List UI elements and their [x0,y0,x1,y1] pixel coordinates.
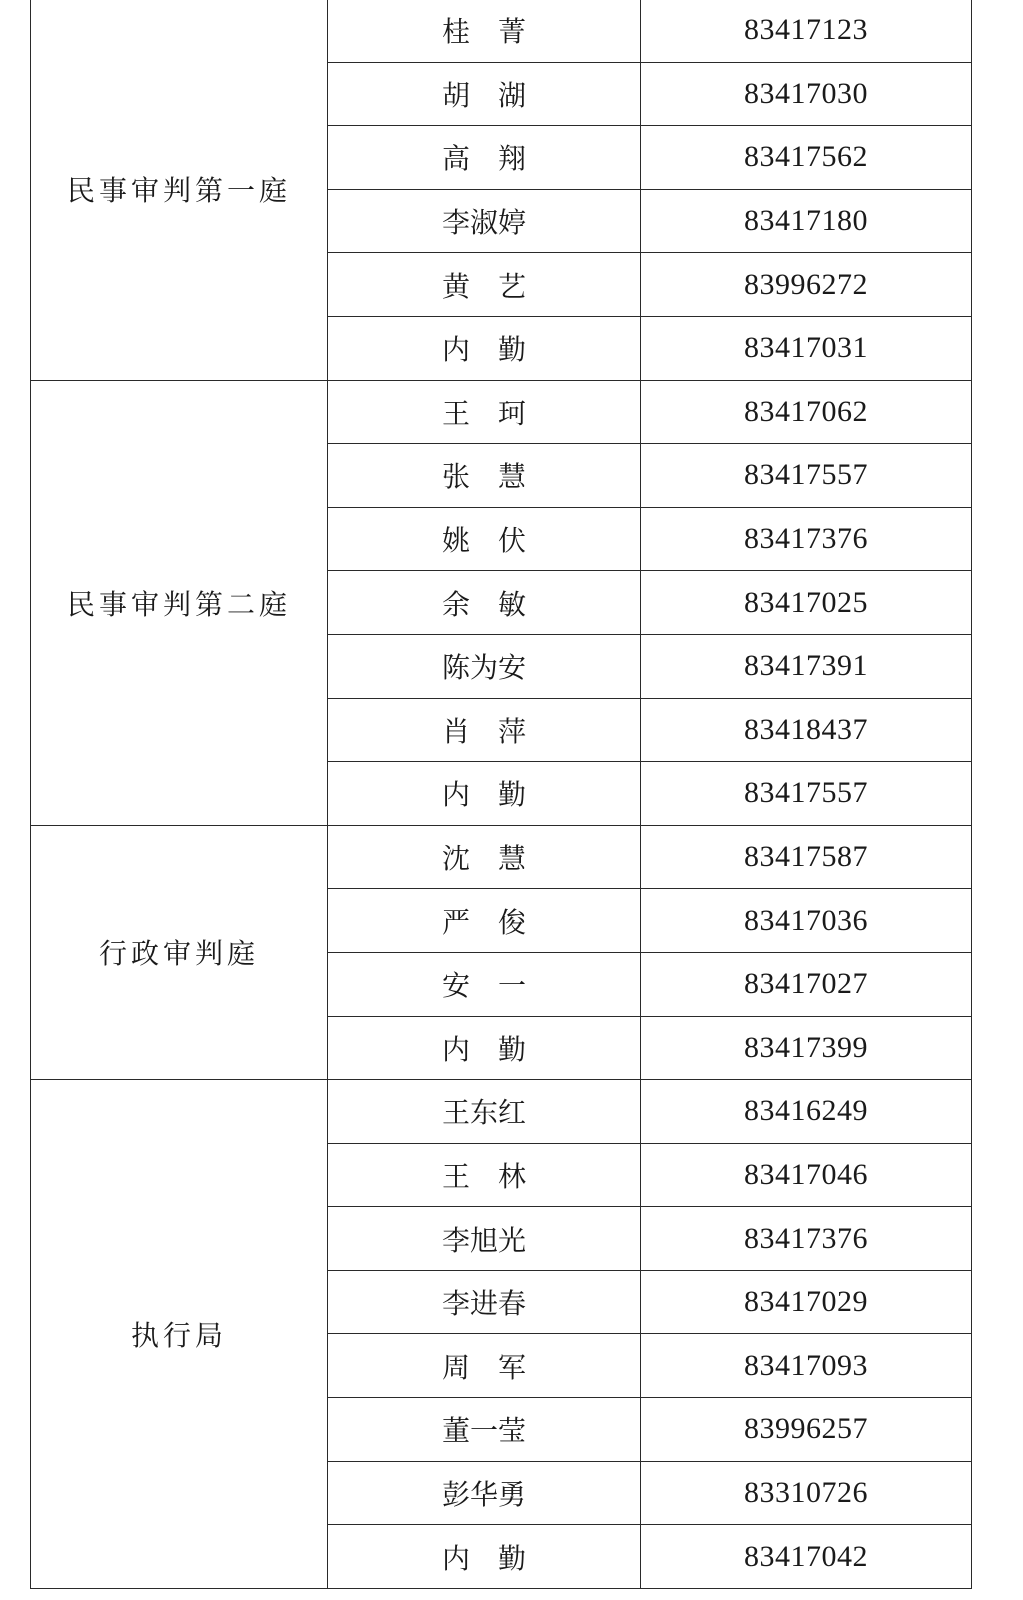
person-name-cell [328,0,641,62]
person-name: 安 一 [441,969,526,1003]
person-name-cell [328,1461,641,1525]
person-name-cell [328,1398,641,1462]
person-name: 沈 慧 [441,842,526,876]
person-name-cell [328,1334,641,1398]
person-name-cell [328,1525,641,1589]
directory-body [31,0,972,1588]
person-name: 内 勤 [441,1032,526,1066]
person-name-cell [328,126,641,190]
phone-number: 83310726 [641,1461,972,1525]
person-name: 内 勤 [441,1541,526,1575]
person-name: 胡 湖 [441,78,526,112]
phone-number: 83996257 [641,1398,972,1462]
person-name-cell [328,825,641,889]
person-name-cell [328,189,641,253]
phone-number: 83417027 [641,952,972,1016]
person-name-cell [328,634,641,698]
person-name-cell [328,1207,641,1271]
person-name: 董一莹 [441,1414,526,1448]
person-name: 王 林 [441,1159,526,1193]
person-name: 李进春 [441,1287,526,1321]
person-name: 李淑婷 [441,206,526,240]
table-row [31,1080,972,1144]
phone-number: 83417376 [641,507,972,571]
phone-number: 83417046 [641,1143,972,1207]
phone-number: 83417587 [641,825,972,889]
table-row [31,0,972,62]
phone-number: 83417025 [641,571,972,635]
phone-number: 83417093 [641,1334,972,1398]
person-name: 张 慧 [441,460,526,494]
person-name-cell [328,1016,641,1080]
person-name: 内 勤 [441,778,526,812]
person-name-cell [328,889,641,953]
person-name: 姚 伏 [441,524,526,558]
phone-number: 83418437 [641,698,972,762]
person-name-cell [328,444,641,508]
phone-number: 83417036 [641,889,972,953]
person-name-cell [328,1143,641,1207]
person-name: 高 翔 [441,142,526,176]
person-name: 王东红 [441,1096,526,1130]
person-name: 严 俊 [441,905,526,939]
phone-number: 83417029 [641,1270,972,1334]
person-name: 周 军 [441,1350,526,1384]
department-name: 民事审判第一庭 [31,0,328,380]
table-row [31,825,972,889]
person-name: 王 珂 [441,396,526,430]
phone-number: 83417123 [641,0,972,62]
phone-number: 83417391 [641,634,972,698]
phone-number: 83417030 [641,62,972,126]
person-name-cell [328,380,641,444]
phone-number: 83417376 [641,1207,972,1271]
phone-number: 83417399 [641,1016,972,1080]
phone-number: 83996272 [641,253,972,317]
phone-number: 83416249 [641,1080,972,1144]
person-name-cell [328,316,641,380]
phone-number: 83417562 [641,126,972,190]
person-name: 陈为安 [441,651,526,685]
person-name-cell [328,762,641,826]
person-name-cell [328,698,641,762]
person-name-cell [328,507,641,571]
phone-number: 83417062 [641,380,972,444]
person-name: 内 勤 [441,333,526,367]
phone-number: 83417042 [641,1525,972,1589]
phone-directory-table [30,0,972,1589]
phone-number: 83417031 [641,316,972,380]
table-row [31,380,972,444]
person-name: 余 敏 [441,587,526,621]
department-name: 民事审判第二庭 [31,380,328,825]
person-name-cell [328,1080,641,1144]
person-name: 李旭光 [441,1223,526,1257]
phone-number: 83417557 [641,762,972,826]
person-name-cell [328,62,641,126]
directory-table-container [30,0,971,1589]
person-name: 彭华勇 [441,1477,526,1511]
phone-number: 83417180 [641,189,972,253]
phone-number: 83417557 [641,444,972,508]
person-name-cell [328,253,641,317]
person-name: 桂 菁 [441,15,526,49]
person-name-cell [328,571,641,635]
person-name: 黄 艺 [441,269,526,303]
person-name: 肖 萍 [441,714,526,748]
department-name: 执行局 [31,1080,328,1589]
person-name-cell [328,1270,641,1334]
person-name-cell [328,952,641,1016]
department-name: 行政审判庭 [31,825,328,1079]
